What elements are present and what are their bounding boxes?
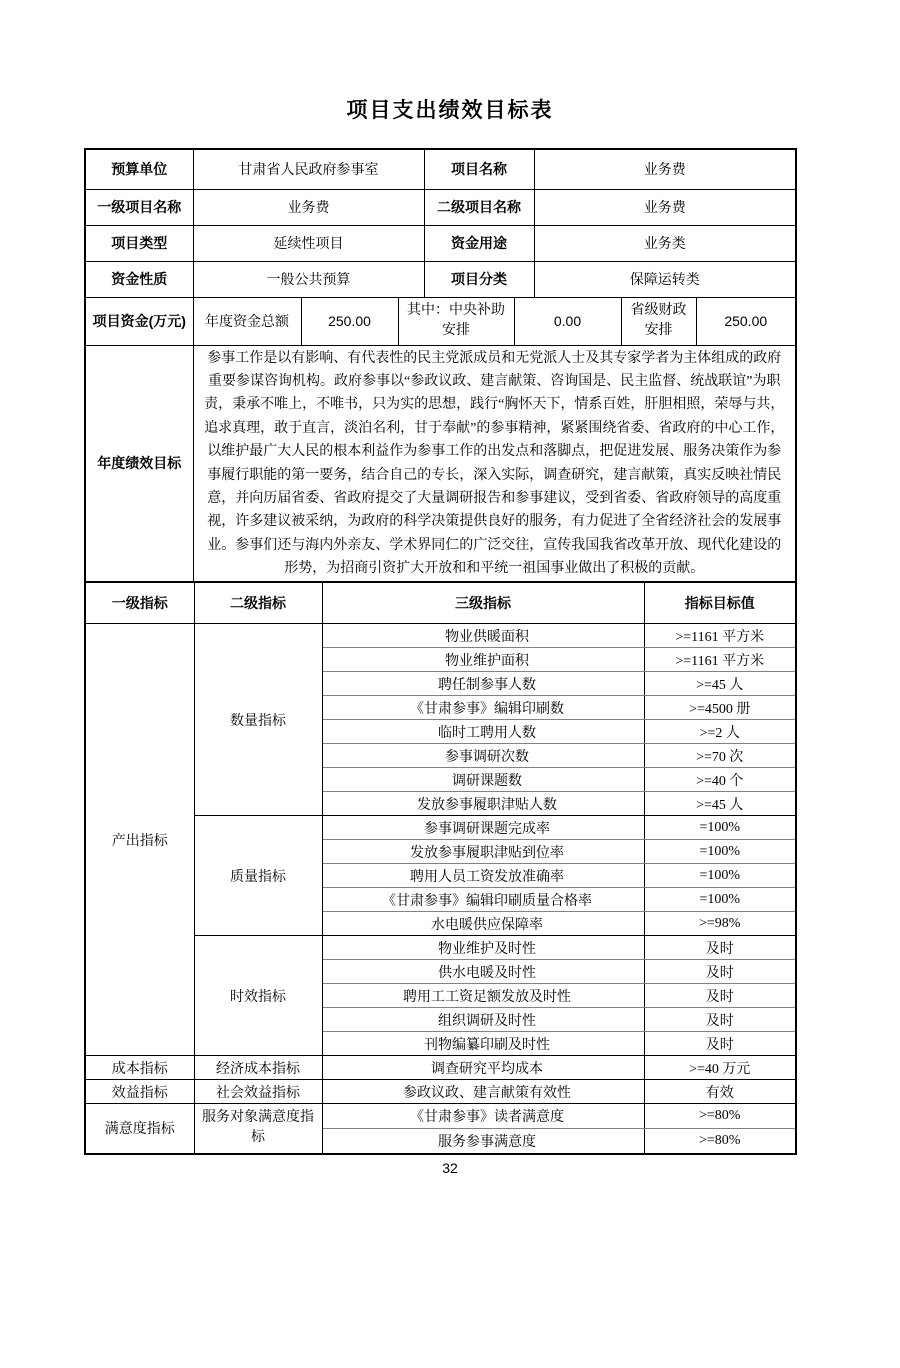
- project-type-value: 延续性项目: [193, 225, 424, 261]
- level2-project-label: 二级项目名称: [424, 189, 534, 225]
- indicator-name-cell: 参事调研次数: [322, 744, 644, 768]
- indicator-name-cell: 聘用工工资足额发放及时性: [322, 984, 644, 1008]
- indicator-target-cell: =100%: [644, 864, 796, 888]
- page-number: 32: [442, 1159, 458, 1176]
- indicator-target-cell: >=98%: [644, 912, 796, 936]
- group-economic-cost: 经济成本指标: [194, 1056, 322, 1080]
- indicator-target-cell: =100%: [644, 840, 796, 864]
- annual-goal-label: 年度绩效目标: [85, 345, 193, 582]
- central-subsidy-label: 其中：中央补助安排: [398, 297, 514, 345]
- indicator-name-cell: 临时工聘用人数: [322, 720, 644, 744]
- level1-project-label: 一级项目名称: [85, 189, 193, 225]
- indicator-name-cell: 《甘肃参事》编辑印刷数: [322, 696, 644, 720]
- annual-total-label: 年度资金总额: [193, 297, 301, 345]
- group-timeliness-indicators: 时效指标: [194, 936, 322, 1056]
- indicator-name-cell: 物业供暖面积: [322, 624, 644, 648]
- fund-nature-label: 资金性质: [85, 261, 193, 297]
- indicator-name-cell: 《甘肃参事》读者满意度: [322, 1104, 644, 1129]
- indicator-target-cell: >=80%: [644, 1129, 796, 1154]
- indicator-target-cell: >=70 次: [644, 744, 796, 768]
- indicator-name-cell: 刊物编纂印刷及时性: [322, 1032, 644, 1056]
- indicator-target-cell: 及时: [644, 1008, 796, 1032]
- indicator-target-cell: =100%: [644, 888, 796, 912]
- indicators-table: [84, 581, 797, 1155]
- indicator-target-cell: 及时: [644, 936, 796, 960]
- budget-unit-label: 预算单位: [85, 149, 193, 189]
- indicator-target-cell: 及时: [644, 1032, 796, 1056]
- group-cost-indicators: 成本指标: [85, 1056, 194, 1080]
- indicator-target-cell: >=45 人: [644, 792, 796, 816]
- project-type-label: 项目类型: [85, 225, 193, 261]
- budget-unit-value: 甘肃省人民政府参事室: [193, 149, 424, 189]
- indicator-name-cell: 水电暖供应保障率: [322, 912, 644, 936]
- group-quantity-indicators: 数量指标: [194, 624, 322, 816]
- indicator-target-cell: >=1161 平方米: [644, 648, 796, 672]
- indicator-target-cell: >=40 个: [644, 768, 796, 792]
- group-benefit-indicators: 效益指标: [85, 1080, 194, 1104]
- indicator-name-cell: 参政议政、建言献策有效性: [322, 1080, 644, 1104]
- group-social-benefit: 社会效益指标: [194, 1080, 322, 1104]
- fund-use-value: 业务类: [534, 225, 796, 261]
- annual-goal-text: 参事工作是以有影响、有代表性的民主党派成员和无党派人士及其专家学者为主体组成的政府重要参谋咨询机构。政府参事以“参政议政、建言献策、咨询国是、民主监督、统战联谊”为职责，秉承不唯上，不唯书，只为实的思想，践行“胸怀天下，情系百姓，肝胆相照，荣辱与共，追求真理，敢于直言，淡泊名利，甘于奉献”的参事精神，紧紧围绕省委、省政府的中心工作，以维护最广大人民的根本利益作为参事工作的出发点和落脚点，把促进发展、服务决策作为参事履行职能的第一要务，结合自己的专长，深入实际，调查研究，建言献策，真实反映社情民意，并向历届省委、省政府提交了大量调研报告和参事建议，受到省委、省政府领导的高度重视，许多建议被采纳，为政府的科学决策提供良好的服务，有力促进了全省经济社会的发展事业。参事们还与海内外亲友、学术界同仁的广泛交往，宣传我国我省改革开放、现代化建设的形势，为招商引资扩大开放和和平统一祖国事业做出了积极的贡献。: [193, 345, 796, 582]
- indicator-name-cell: 组织调研及时性: [322, 1008, 644, 1032]
- indicator-target-cell: >=45 人: [644, 672, 796, 696]
- indicator-target-cell: >=4500 册: [644, 696, 796, 720]
- indicator-target-cell: 有效: [644, 1080, 796, 1104]
- project-name-label: 项目名称: [424, 149, 534, 189]
- indicator-name-cell: 发放参事履职津贴人数: [322, 792, 644, 816]
- fund-nature-value: 一般公共预算: [193, 261, 424, 297]
- indicator-name-cell: 调查研究平均成本: [322, 1056, 644, 1080]
- header-level1-indicator: 一级指标: [85, 582, 194, 624]
- project-class-value: 保障运转类: [534, 261, 796, 297]
- provincial-finance-label: 省级财政安排: [621, 297, 696, 345]
- provincial-finance-value: 250.00: [696, 297, 796, 345]
- project-funds-label: 项目资金(万元): [85, 297, 193, 345]
- indicator-target-cell: 及时: [644, 984, 796, 1008]
- indicator-name-cell: 供水电暖及时性: [322, 960, 644, 984]
- indicator-target-cell: 及时: [644, 960, 796, 984]
- indicator-name-cell: 物业维护面积: [322, 648, 644, 672]
- indicator-name-cell: 《甘肃参事》编辑印刷质量合格率: [322, 888, 644, 912]
- indicator-name-cell: 调研课题数: [322, 768, 644, 792]
- indicator-name-cell: 参事调研课题完成率: [322, 816, 644, 840]
- indicator-name-cell: 发放参事履职津贴到位率: [322, 840, 644, 864]
- group-satisfaction-indicators: 满意度指标: [85, 1104, 194, 1154]
- indicator-target-cell: >=40 万元: [644, 1056, 796, 1080]
- annual-total-value: 250.00: [301, 297, 398, 345]
- indicator-target-cell: >=2 人: [644, 720, 796, 744]
- group-quality-indicators: 质量指标: [194, 816, 322, 936]
- project-class-label: 项目分类: [424, 261, 534, 297]
- group-service-satisfaction: 服务对象满意度指标: [194, 1104, 322, 1154]
- project-info-table: [84, 148, 797, 583]
- group-output-indicators: 产出指标: [85, 624, 194, 1056]
- indicator-name-cell: 聘任制参事人数: [322, 672, 644, 696]
- header-level2-indicator: 二级指标: [194, 582, 322, 624]
- indicator-target-cell: >=1161 平方米: [644, 624, 796, 648]
- central-subsidy-value: 0.00: [514, 297, 621, 345]
- fund-use-label: 资金用途: [424, 225, 534, 261]
- level2-project-value: 业务费: [534, 189, 796, 225]
- indicator-name-cell: 服务参事满意度: [322, 1129, 644, 1154]
- project-name-value: 业务费: [534, 149, 796, 189]
- indicator-name-cell: 物业维护及时性: [322, 936, 644, 960]
- page-title: 项目支出绩效目标表: [346, 99, 554, 122]
- indicator-name-cell: 聘用人员工资发放准确率: [322, 864, 644, 888]
- indicator-target-cell: =100%: [644, 816, 796, 840]
- header-level3-indicator: 三级指标: [322, 582, 644, 624]
- level1-project-value: 业务费: [193, 189, 424, 225]
- indicator-target-cell: >=80%: [644, 1104, 796, 1129]
- header-target-value: 指标目标值: [644, 582, 796, 624]
